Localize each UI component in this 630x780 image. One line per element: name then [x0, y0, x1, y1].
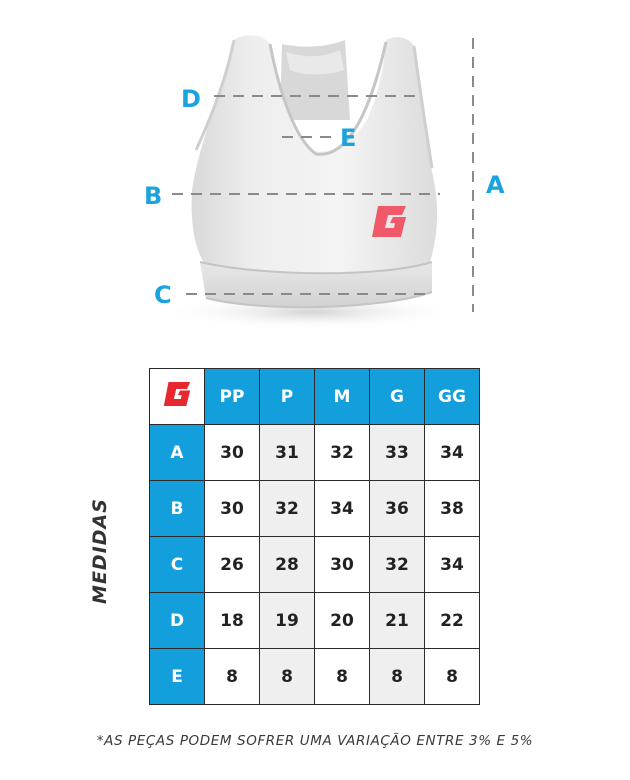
size-header-p: P [260, 369, 315, 425]
table-cell: 32 [315, 425, 370, 481]
measure-label-d: D [181, 85, 201, 113]
table-cell: 34 [315, 481, 370, 537]
measure-label-e: E [340, 124, 357, 152]
size-header-pp: PP [205, 369, 260, 425]
table-cell: 32 [260, 481, 315, 537]
table-cell: 8 [205, 649, 260, 705]
row-header-e: E [150, 649, 205, 705]
table-cell: 18 [205, 593, 260, 649]
size-header-g: G [370, 369, 425, 425]
table-cell: 34 [425, 537, 480, 593]
measure-label-a: A [486, 171, 505, 199]
size-header-gg: GG [425, 369, 480, 425]
measurements-vertical-label: MEDIDAS [89, 498, 111, 604]
table-cell: 30 [205, 481, 260, 537]
size-header-m: M [315, 369, 370, 425]
row-header-a: A [150, 425, 205, 481]
table-cell: 34 [425, 425, 480, 481]
variation-footnote: *AS PEÇAS PODEM SOFRER UMA VARIAÇÃO ENTRE 3% E 5% [96, 733, 534, 749]
table-cell: 30 [205, 425, 260, 481]
row-header-d: D [150, 593, 205, 649]
table-cell: 28 [260, 537, 315, 593]
brand-g-logo-icon [162, 382, 192, 406]
table-cell: 38 [425, 481, 480, 537]
table-row [150, 481, 480, 537]
table-cell: 21 [370, 593, 425, 649]
table-logo-cell [150, 369, 205, 425]
table-cell: 31 [260, 425, 315, 481]
table-row [150, 425, 480, 481]
table-header-row [150, 369, 480, 425]
table-cell: 22 [425, 593, 480, 649]
row-header-c: C [150, 537, 205, 593]
table-cell: 8 [260, 649, 315, 705]
table-row [150, 593, 480, 649]
table-cell: 33 [370, 425, 425, 481]
table-cell: 36 [370, 481, 425, 537]
table-row [150, 537, 480, 593]
table-cell: 20 [315, 593, 370, 649]
table-cell: 30 [315, 537, 370, 593]
measure-label-b: B [144, 182, 163, 210]
table-cell: 8 [315, 649, 370, 705]
table-cell: 26 [205, 537, 260, 593]
table-cell: 32 [370, 537, 425, 593]
sports-bra-drawing [0, 0, 630, 340]
measure-label-c: C [154, 281, 172, 309]
row-header-b: B [150, 481, 205, 537]
size-chart-table [149, 368, 480, 705]
table-cell: 8 [425, 649, 480, 705]
table-cell: 8 [370, 649, 425, 705]
table-cell: 19 [260, 593, 315, 649]
table-row [150, 649, 480, 705]
garment-illustration [0, 0, 630, 340]
